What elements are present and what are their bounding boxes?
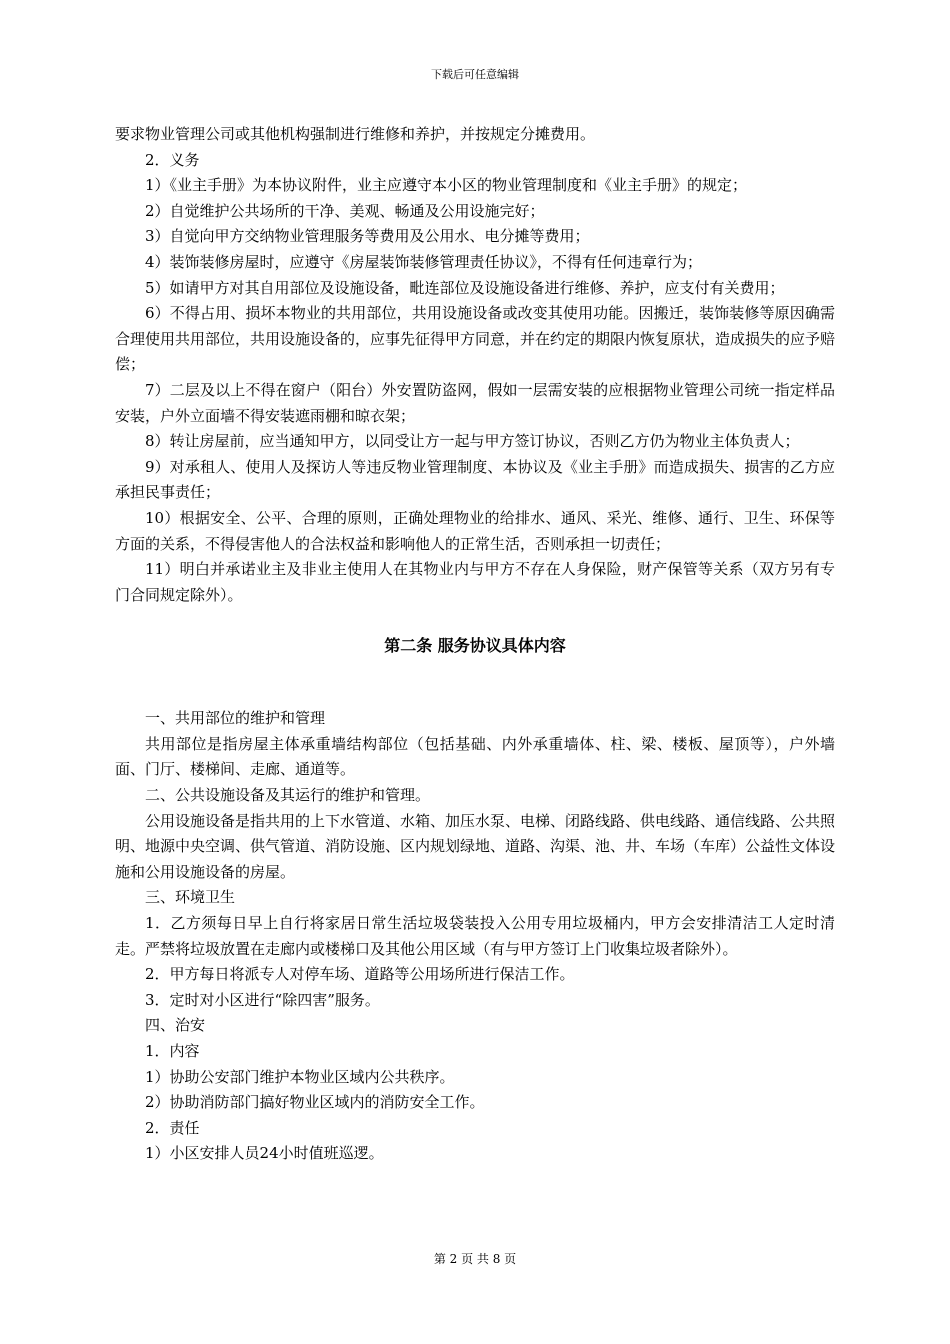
paragraph: 10）根据安全、公平、合理的原则，正确处理物业的给排水、通风、采光、维修、通行、卫生、环保等方面的关系，不得侵害他人的合法权益和影响他人的正常生活，否则承担一切责任； (115, 508, 835, 553)
paragraph: 8）转让房屋前，应当通知甲方，以同受让方一起与甲方签订协议，否则乙方仍为物业主体负责人； (145, 432, 800, 451)
paragraph: 3）自觉向甲方交纳物业管理服务等费用及公用水、电分摊等费用； (145, 227, 590, 246)
paragraph: 2）协助消防部门搞好物业区域内的消防安全工作。 (145, 1093, 485, 1112)
document-body (115, 122, 835, 1167)
paragraph: 3．定时对小区进行“除四害”服务。 (145, 990, 380, 1009)
paragraph: 2．甲方每日将派专人对停车场、道路等公用场所进行保洁工作。 (145, 965, 575, 984)
service-content-section (115, 706, 835, 1167)
paragraph: 7）二层及以上不得在窗户（阳台）外安置防盗网，假如一层需安装的应根据物业管理公司统一指定样品安装，户外立面墙不得安装遮雨棚和晾衣架； (115, 380, 835, 425)
paragraph: 1．乙方须每日早上自行将家居日常生活垃圾袋装投入公用专用垃圾桶内，甲方会安排清洁工人定时清走。严禁将垃圾放置在走廊内或楼梯口及其他公用区域（有与甲方签订上门收集垃圾者除外）。 (115, 914, 835, 958)
section-title: 第二条 服务协议具体内容 (384, 636, 566, 656)
paragraph: 一、共用部位的维护和管理 (145, 709, 326, 728)
paragraph: 共用部位是指房屋主体承重墙结构部位（包括基础、内外承重墙体、柱、梁、楼板、屋顶等），户外墙面、门厅、楼梯间、走廊、通道等。 (115, 734, 835, 779)
paragraph: 1）小区安排人员24小时值班巡逻。 (145, 1144, 384, 1163)
paragraph: 2．责任 (145, 1118, 200, 1137)
paragraph: 2．义务 (145, 150, 200, 169)
paragraph: 2）自觉维护公共场所的干净、美观、畅通及公用设施完好； (145, 201, 545, 220)
paragraph: 4）装饰装修房屋时，应遵守《房屋装饰装修管理责任协议》，不得有任何违章行为； (145, 252, 703, 271)
paragraph: 6）不得占用、损坏本物业的共用部位，共用设施设备或改变其使用功能。因搬迁，装饰装修等原因确需合理使用共用部位，共用设施设备的，应事先征得甲方同意，并在约定的期限内恢复原状，造成损失的应予赔偿； (115, 304, 836, 374)
paragraph: 1．内容 (145, 1042, 200, 1060)
paragraph: 四、治安 (145, 1016, 206, 1035)
paragraph: 1）协助公安部门维护本物业区域内公共秩序。 (145, 1067, 455, 1086)
paragraph: 5）如请甲方对其自用部位及设施设备，毗连部位及设施设备进行维修、养护，应支付有关费用； (145, 278, 785, 297)
paragraph: 公用设施设备是指共用的上下水管道、水箱、加压水泵、电梯、闭路线路、供电线路、通信线路、公共照明、地源中央空调、供气管道、消防设施、区内规划绿地、道路、沟渠、池、井、车场（车库）公益性文体设施和公用设施设备的房屋。 (115, 811, 836, 881)
page-header: 下载后可任意编辑 (431, 68, 519, 81)
paragraph: 9）对承租人、使用人及探访人等违反物业管理制度、本协议及《业主手册》而造成损失、损害的乙方应承担民事责任； (115, 457, 835, 502)
page-footer: 第 2 页 共 8 页 (433, 1252, 517, 1266)
obligations-section (115, 122, 835, 608)
paragraph: 1）《业主手册》为本协议附件，业主应遵守本小区的物业管理制度和《业主手册》的规定； (145, 176, 748, 195)
paragraph: 11）明白并承诺业主及非业主使用人在其物业内与甲方不存在人身保险，财产保管等关系（双方另有专门合同规定除外）。 (115, 560, 835, 604)
paragraph: 二、公共设施设备及其运行的维护和管理。 (145, 786, 431, 805)
paragraph: 要求物业管理公司或其他机构强制进行维修和养护，并按规定分摊费用。 (115, 125, 596, 143)
paragraph: 三、环境卫生 (145, 888, 236, 907)
